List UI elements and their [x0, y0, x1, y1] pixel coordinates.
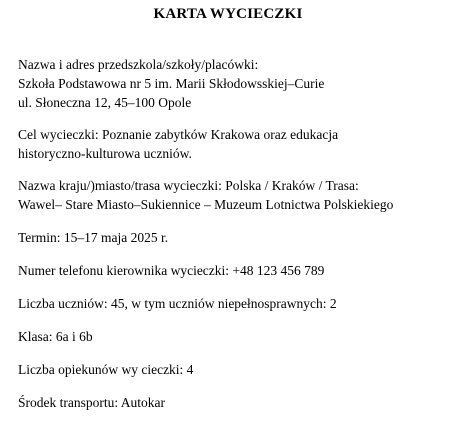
guardians-count: Liczba opiekunów wy cieczki: 4 [18, 362, 194, 377]
goal-line-2: historyczno-kulturowa uczniów. [18, 146, 192, 161]
goal-line-1: Cel wycieczki: Poznanie zabytków Krakowa oraz edukacja [18, 127, 339, 142]
school-label: Nazwa i adres przedszkola/szkoły/placówki: [18, 57, 259, 72]
route-block [18, 176, 448, 214]
students-count: Liczba uczniów: 45, w tym uczniów niepełnosprawnych: 2 [18, 296, 337, 311]
class-info: Klasa: 6a i 6b [18, 329, 93, 344]
trip-card-content [18, 55, 448, 412]
document-title: KARTA WYCIECZKI [153, 6, 303, 22]
leader-phone: Numer telefonu kierownika wycieczki: +48 123 456 789 [18, 263, 325, 278]
transport-info: Środek transportu: Autokar [18, 395, 165, 410]
route-line-1: Nazwa kraju/)miasto/trasa wycieczki: Polska / Kraków / Trasa: [18, 178, 359, 193]
school-address: ul. Słoneczna 12, 45–100 Opole [18, 95, 192, 110]
school-name: Szkoła Podstawowa nr 5 im. Marii Skłodowsskiej–Curie [18, 76, 325, 91]
school-block [18, 55, 448, 112]
route-line-2: Wawel– Stare Miasto–Sukiennice – Muzeum Lotnictwa Polskiekiego [18, 197, 394, 212]
trip-dates: Termin: 15–17 maja 2025 r. [18, 230, 169, 245]
goal-block [18, 125, 448, 163]
